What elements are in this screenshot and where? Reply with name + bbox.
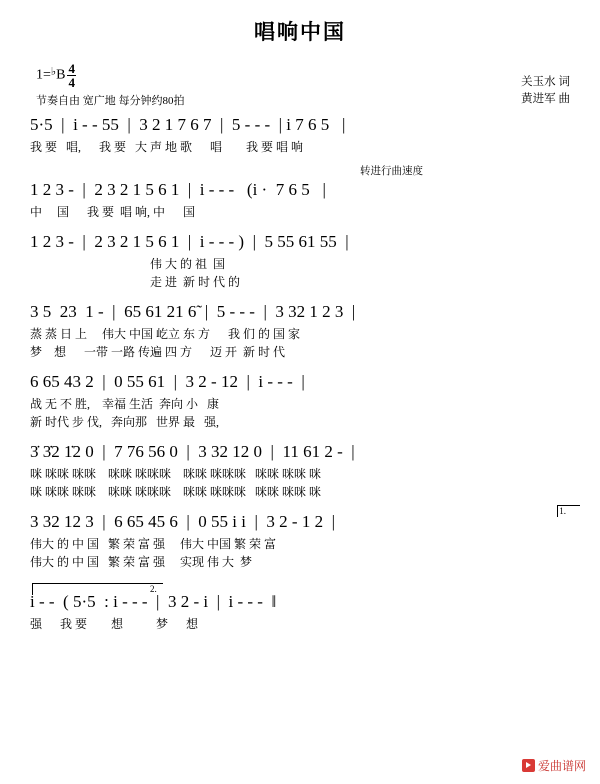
tempo-annotation: 转进行曲速度: [360, 166, 423, 177]
time-signature: [67, 62, 76, 89]
lyric-row: 咪 咪咪 咪咪 咪咪 咪咪咪 咪咪 咪咪咪 咪咪 咪咪 咪: [30, 467, 322, 481]
key-note: B: [56, 67, 66, 83]
score-line: [0, 584, 600, 633]
composer: 黄进军 曲: [521, 93, 570, 106]
lyric-row: 我 要 唱, 我 要 大 声 地 歌 唱 我 要 唱 响: [30, 140, 304, 154]
lyric-row: 伟大 的 中 国 繁 荣 富 强 实现 伟 大 梦: [30, 555, 253, 569]
watermark-label: 爱曲谱网: [537, 759, 586, 773]
first-ending-label: 1.: [559, 506, 566, 516]
lyric-row: 战 无 不 胜, 幸福 生活 奔向 小 康: [30, 397, 220, 411]
key-prefix: 1=: [36, 67, 51, 83]
lyricist: 关玉水 词: [521, 76, 570, 88]
time-denominator: 4: [68, 75, 75, 90]
lyric-row: 蒸 蒸 日 上 伟大 中国 屹立 东 方 我 们 的 国 家: [30, 327, 301, 341]
notation-row: 3 32 12 3 | 6 65 45 6 | 0 55 i i | 3 2 - 1 2 |: [30, 512, 335, 531]
lyric-row: 梦 想 一带 一路 传遍 四 方 迈 开 新 时 代: [30, 345, 286, 359]
flat-symbol: ♭: [50, 65, 57, 78]
lyric-row: 强 我 要 想 梦 想: [30, 617, 199, 631]
notation-row: 3̇ 3̇2 1̇2 0 | 7 76 56 0 | 3 32 12 0 | 11 61 2 - |: [30, 442, 355, 461]
lyric-row: 咪 咪咪 咪咪 咪咪 咪咪咪 咪咪 咪咪咪 咪咪 咪咪 咪: [30, 485, 322, 499]
score-line: [0, 506, 600, 571]
notation-row: 6 65 43 2 | 0 55 61 | 3 2 - 12 | i - - - |: [30, 372, 305, 391]
lyric-row: 新 时代 步 伐, 奔向那 世界 最 强,: [30, 415, 220, 429]
credits: [521, 74, 570, 109]
tempo-marking: 节奏自由 宽广地 每分钟约80拍: [36, 95, 185, 107]
watermark: [522, 757, 586, 774]
notation-row: 1 2 3 - | 2 3 2 1 5 6 1 | i - - - ) | 5 55 61 55 |: [30, 232, 349, 251]
page-title: 唱响中国: [254, 20, 346, 44]
score-line: [0, 371, 600, 431]
notation-row: 5·5 | i - - 55 | 3 2 1 7 6 7 | 5 - - - | i 7 6 5 |: [30, 115, 346, 134]
score-line: [0, 166, 600, 221]
score-line: [0, 301, 600, 361]
score-line: [0, 114, 600, 156]
score-line: [0, 441, 600, 501]
notation-row: 3 5 23 1 - | 65 61 21 6̃ | 5 - - - | 3 32 1 2 3 |: [30, 302, 356, 321]
notation-row: 1 2 3 - | 2 3 2 1 5 6 1 | i - - - (i · 7 6 5 |: [30, 180, 326, 199]
score-body: [0, 114, 600, 637]
lyric-row: 伟 大 的 祖 国: [30, 257, 226, 271]
play-icon: [522, 759, 535, 772]
lyric-row: 伟大 的 中 国 繁 荣 富 强 伟大 中国 繁 荣 富: [30, 537, 277, 551]
lyric-row: 中 国 我 要 唱 响, 中 国: [30, 205, 196, 219]
time-numerator: 4: [68, 61, 75, 76]
notation-row: i - - ( 5·5 : i - - - | 3 2 - i | i - - - ‖: [30, 592, 277, 611]
second-ending-label: 2.: [150, 584, 157, 594]
score-line: [0, 231, 600, 291]
lyric-row: 走 进 新 时 代 的: [30, 275, 241, 289]
second-ending-bracket: [32, 583, 163, 595]
key-signature: [36, 62, 76, 89]
